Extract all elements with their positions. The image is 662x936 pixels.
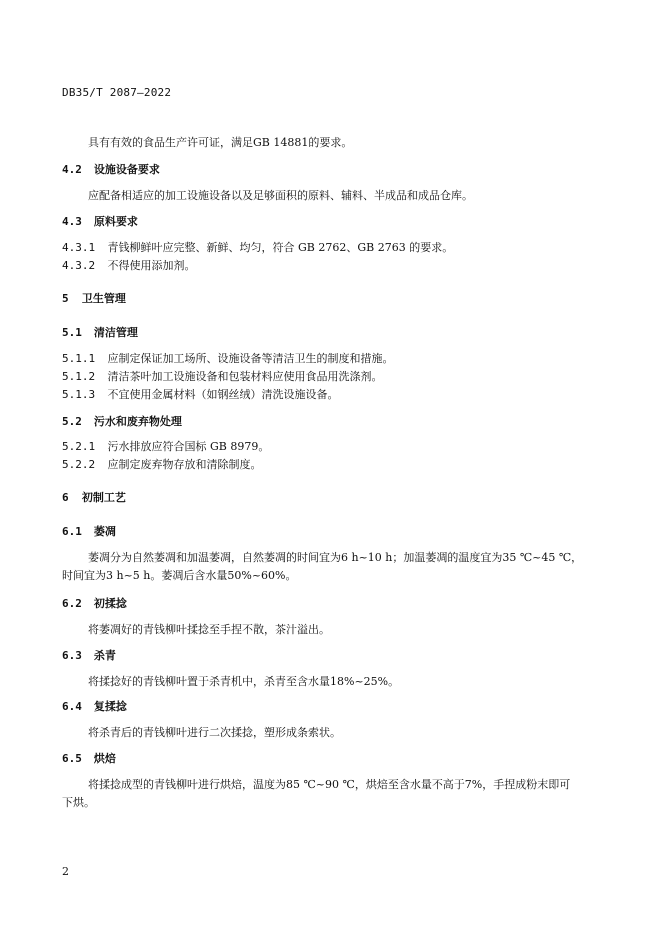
- paragraph-continuation: 下烘。: [62, 796, 95, 809]
- clause-text: 应制定保证加工场所、设施设备等清洁卫生的制度和措施。: [107, 352, 394, 365]
- paragraph: 将杀青后的青钱柳叶进行二次揉捻，塑形成条索状。: [88, 726, 341, 739]
- clause-text: 青钱柳鲜叶应完整、新鲜、均匀，符合 GB 2762、GB 2763 的要求。: [107, 241, 454, 254]
- section-heading-4-2: [62, 163, 160, 177]
- section-number: 5.1: [62, 326, 82, 339]
- paragraph: 萎凋分为自然萎凋和加温萎凋，自然萎凋的时间宜为6 h~10 h；加温萎凋的温度宜为35 ℃~45 ℃，: [88, 551, 583, 564]
- clause-4-3-2: [62, 259, 196, 273]
- section-number: 6.4: [62, 700, 82, 713]
- paragraph: 将揉捻好的青钱柳叶置于杀青机中，杀青至含水量18%~25%。: [88, 675, 400, 688]
- clause-5-1-3: [62, 388, 339, 402]
- clause-4-3-1: [62, 241, 453, 255]
- section-number: 6.3: [62, 649, 82, 662]
- section-heading-6-1: [62, 525, 116, 539]
- clause-5-2-1: [62, 440, 269, 454]
- clause-text: 不得使用添加剂。: [107, 259, 196, 272]
- section-heading-4-3: [62, 215, 138, 229]
- paragraph: 将揉捻成型的青钱柳叶进行烘焙，温度为85 ℃~90 ℃，烘焙至含水量不高于7%，手捏成粉末即可: [88, 778, 571, 791]
- clause-number: 4.3.1: [62, 241, 96, 254]
- section-number: 6.2: [62, 597, 82, 610]
- chapter-number: 5: [62, 292, 69, 305]
- clause-number: 5.2.1: [62, 440, 96, 453]
- clause-number: 5.1.1: [62, 352, 96, 365]
- clause-number: 5.2.2: [62, 458, 96, 471]
- section-title: 复揉捻: [93, 700, 127, 713]
- clause-text: 污水排放应符合国标 GB 8979。: [107, 440, 270, 453]
- page-number: 2: [62, 865, 69, 878]
- chapter-heading-6: [62, 491, 126, 505]
- section-title: 杀青: [93, 649, 116, 662]
- section-heading-6-4: [62, 700, 127, 714]
- chapter-title: 初制工艺: [81, 491, 126, 504]
- clause-5-1-1: [62, 352, 394, 366]
- section-number: 4.2: [62, 163, 82, 176]
- section-title: 设施设备要求: [93, 163, 160, 176]
- clause-number: 5.1.2: [62, 370, 96, 383]
- chapter-number: 6: [62, 491, 69, 504]
- section-heading-6-3: [62, 649, 116, 663]
- section-heading-6-5: [62, 752, 116, 766]
- paragraph-continuation: 时间宜为3 h~5 h。萎凋后含水量50%~60%。: [62, 569, 297, 582]
- clause-text: 不宜使用金属材料（如钢丝绒）清洗设施设备。: [107, 388, 339, 401]
- clause-5-1-2: [62, 370, 383, 384]
- paragraph: 应配备相适应的加工设施设备以及足够面积的原料、辅料、半成品和成品仓库。: [88, 189, 473, 202]
- section-title: 污水和废弃物处理: [93, 415, 182, 428]
- section-title: 原料要求: [93, 215, 138, 228]
- section-number: 6.5: [62, 752, 82, 765]
- clause-number: 4.3.2: [62, 259, 96, 272]
- section-title: 初揉捻: [93, 597, 127, 610]
- chapter-heading-5: [62, 292, 126, 306]
- clause-number: 5.1.3: [62, 388, 96, 401]
- standard-code-header: DB35/T 2087—2022: [62, 86, 172, 99]
- section-heading-5-1: [62, 326, 138, 340]
- chapter-title: 卫生管理: [81, 292, 126, 305]
- section-number: 5.2: [62, 415, 82, 428]
- section-title: 清洁管理: [93, 326, 138, 339]
- section-title: 烘焙: [93, 752, 116, 765]
- section-title: 萎凋: [93, 525, 116, 538]
- clause-5-2-2: [62, 458, 262, 472]
- clause-text: 应制定废弃物存放和清除制度。: [107, 458, 262, 471]
- section-number: 6.1: [62, 525, 82, 538]
- paragraph: 具有有效的食品生产许可证，满足GB 14881的要求。: [88, 136, 353, 149]
- paragraph: 将萎凋好的青钱柳叶揉捻至手捏不散，茶汁溢出。: [88, 623, 330, 636]
- clause-text: 清洁茶叶加工设施设备和包装材料应使用食品用洗涤剂。: [107, 370, 383, 383]
- section-heading-6-2: [62, 597, 127, 611]
- section-heading-5-2: [62, 415, 182, 429]
- section-number: 4.3: [62, 215, 82, 228]
